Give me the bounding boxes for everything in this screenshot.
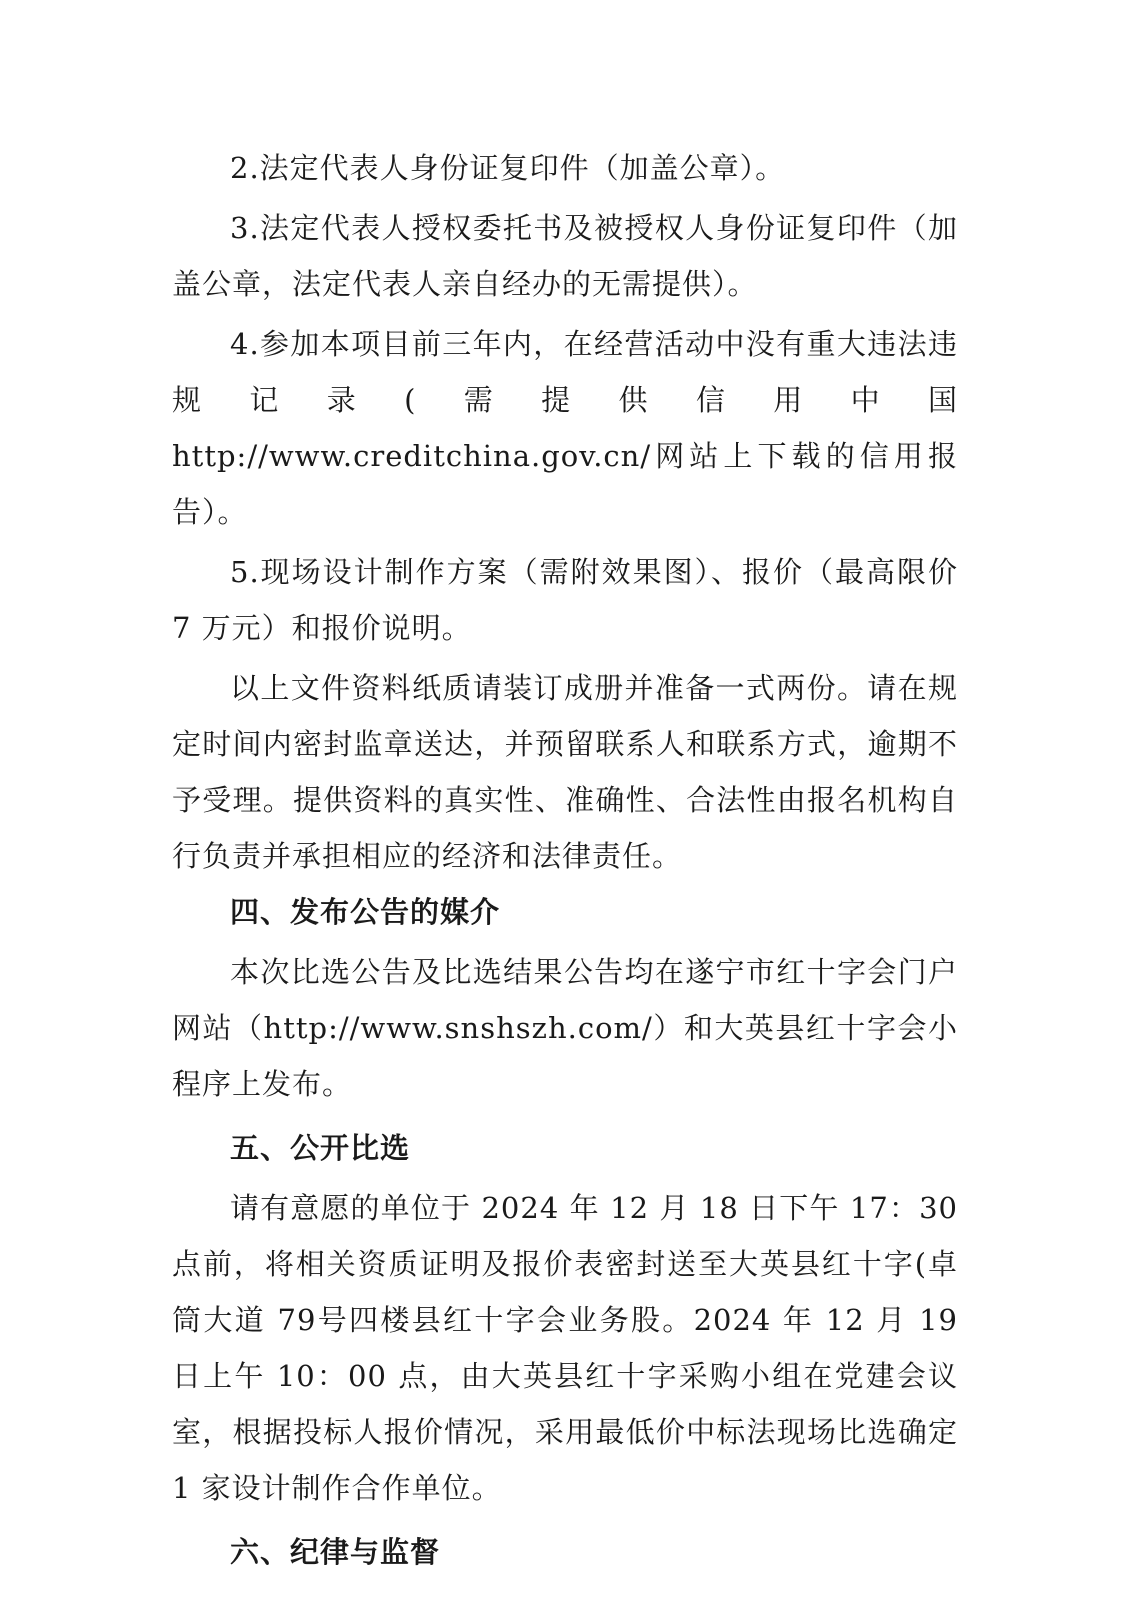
public-selection-details: 请有意愿的单位于 2024 年 12 月 18 日下午 17：30 点前，将相关资质证明及报价表密封送至大英县红十字(卓筒大道 79号四楼县红十字会业务股。2024 年 12 月 19 日上午 10：00 点，由大英县红十字采购小组在党建会议室，根据投标人报价情况，采用最低价中标法现场比选确定 1 家设计制作合作单位。	[172, 1191, 958, 1505]
document-body	[172, 140, 958, 1580]
item-authorization-letter: 3.法定代表人授权委托书及被授权人身份证复印件（加盖公章，法定代表人亲自经办的无需提供）。	[172, 211, 958, 301]
item-design-plan: 5.现场设计制作方案（需附效果图）、报价（最高限价 7 万元）和报价说明。	[172, 555, 958, 645]
submission-instructions: 以上文件资料纸质请装订成册并准备一式两份。请在规定时间内密封监章送达，并预留联系人和联系方式，逾期不予受理。提供资料的真实性、准确性、合法性由报名机构自行负责并承担相应的经济和法律责任。	[172, 671, 958, 873]
item-credit-record: 4.参加本项目前三年内，在经营活动中没有重大违法违规记录(需提供信用中国 http://www.creditchina.gov.cn/网站上下载的信用报告）。	[172, 327, 958, 529]
media-announcement: 本次比选公告及比选结果公告均在遂宁市红十字会门户网站（http://www.snshszh.com/）和大英县红十字会小程序上发布。	[172, 955, 958, 1101]
section-heading-discipline: 六、纪律与监督	[230, 1535, 441, 1569]
section-heading-public-selection: 五、公开比选	[230, 1131, 411, 1165]
section-heading-media: 四、发布公告的媒介	[230, 895, 501, 929]
item-id-copy: 2.法定代表人身份证复印件（加盖公章）。	[230, 151, 786, 185]
